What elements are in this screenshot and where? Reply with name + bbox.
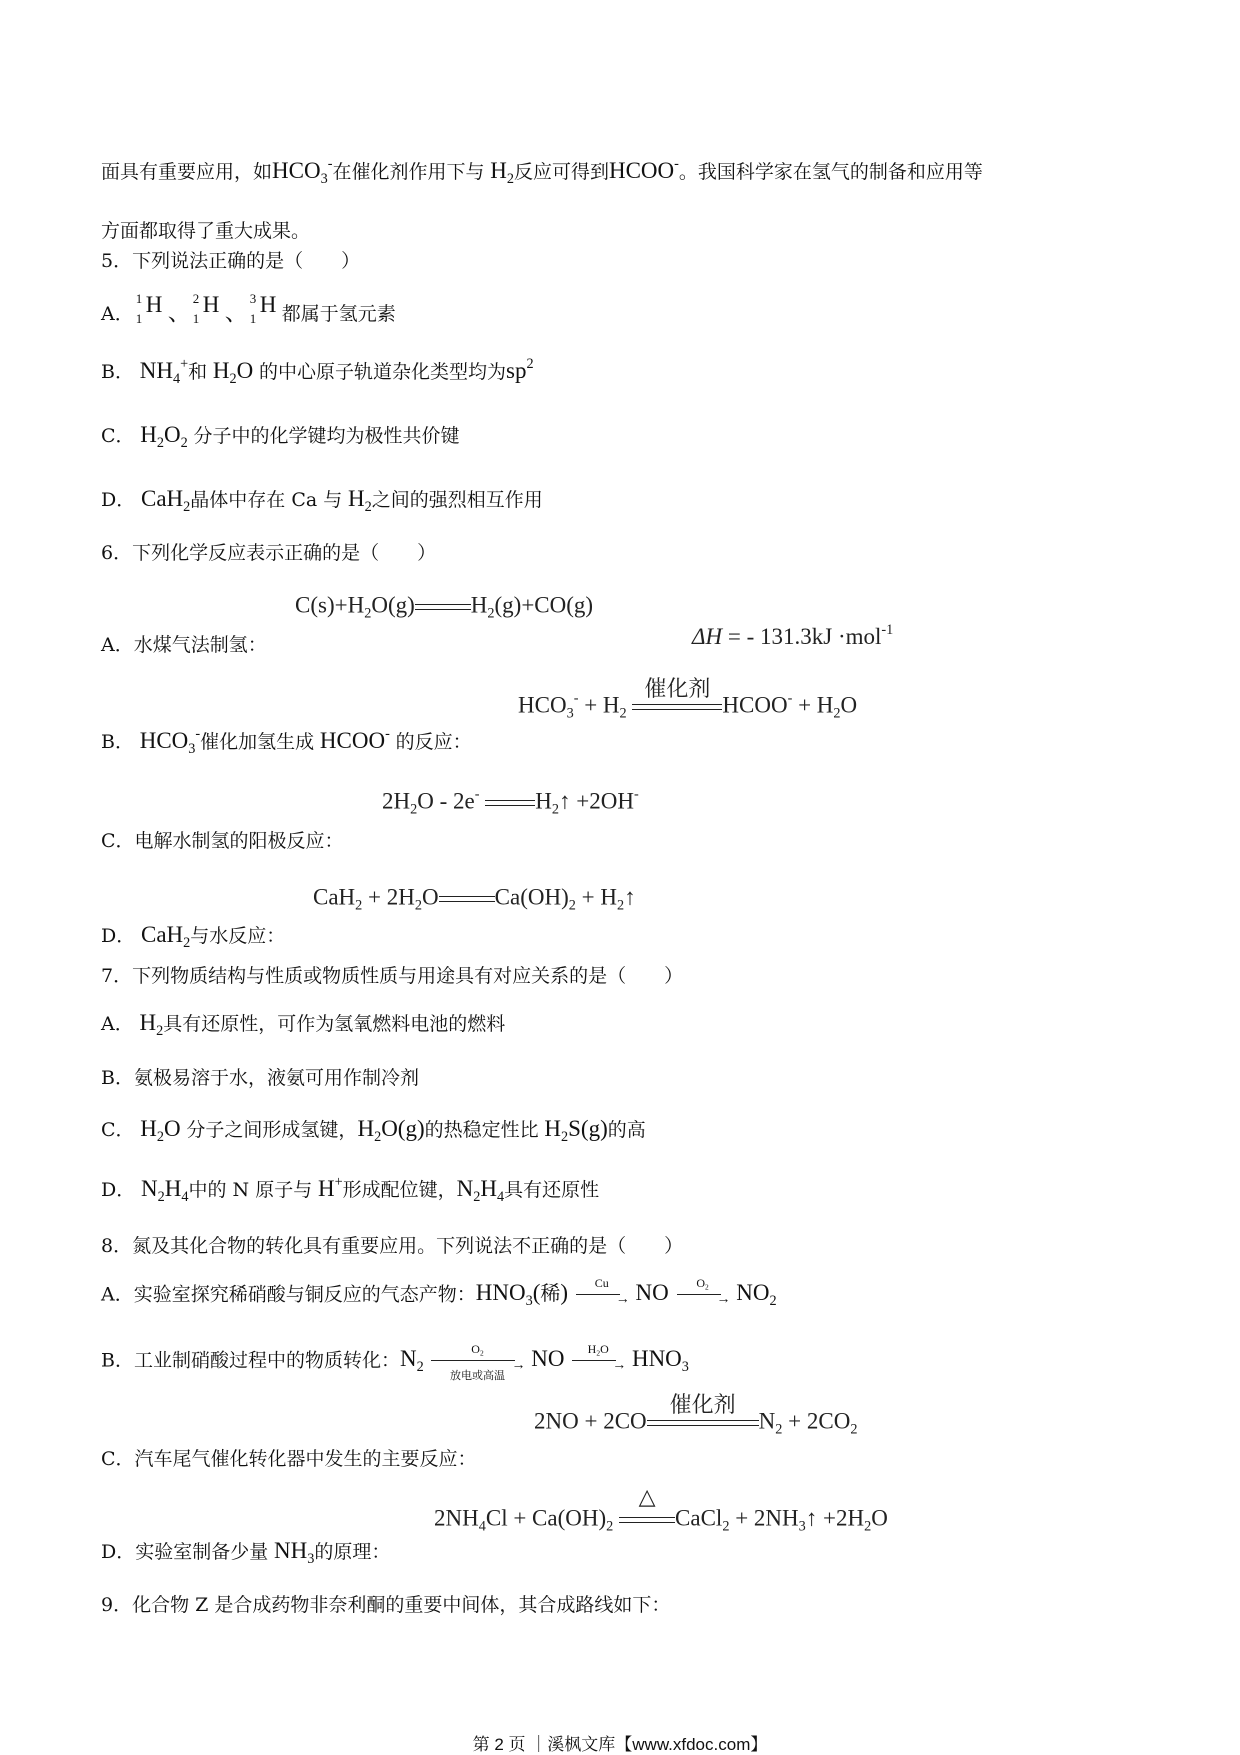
formula-h2o2: $H_2O_2$ (134, 422, 188, 451)
q6-option-c: C．电解水制氢的阳极反应： (101, 830, 344, 852)
formula-h-plus: H+ (312, 1174, 343, 1201)
q8-equation-d: $2NH_4Cl + Ca(OH)_2$ △ CaCl$_2$ + $2NH_3↑ +2H_2O$ (434, 1485, 888, 1535)
q8-equation-c: 2NO + 2CO 催化剂 $N_2 + 2CO_2$ (534, 1393, 858, 1438)
q8-option-c: C．汽车尾气催化转化器中发生的主要反应： (101, 1448, 477, 1470)
q5-option-d: D． CaH$_2$晶体中存在 Ca 与 $H_2$之间的强烈相互作用 (101, 486, 543, 515)
formula-hcoo: HCOO- (608, 156, 679, 183)
formula-h2: $H_2$ (133, 1010, 164, 1039)
q7-option-b: B．氨极易溶于水，液氨可用作制冷剂 (101, 1067, 419, 1089)
q8-stem: 8．氮及其化合物的转化具有重要应用。下列说法不正确的是（ ） (101, 1235, 684, 1257)
q6-equation-b: $HCO_3^- + H_2$ 催化剂 HCOO- + $H_2O$ (518, 677, 858, 722)
formula-hco3: $HCO_3^-$ (272, 156, 333, 187)
formula-chain-b: $N_2$ $O_2$ → 放电或高温 NO $H_2O$ → $HNO_3$ (399, 1342, 689, 1382)
formula-n2h4: $N_2H_4$ (135, 1176, 189, 1205)
formula-isotopes: 1 1 H 、 2 1 H 、 3 1 H (135, 291, 277, 326)
formula-hcoo: HCOO- (314, 726, 390, 753)
q5-option-a: A． 1 1 H 、 2 1 H 、 3 1 H 都属于氢元素 (101, 291, 396, 326)
formula-nh4: $NH_4^+$ (133, 356, 189, 387)
q9-stem: 9．化合物 Z 是合成药物非奈利酮的重要中间体，其合成路线如下： (101, 1594, 671, 1616)
formula-h2o-g: $H_2O(g)$ (357, 1116, 425, 1145)
q6-stem: 6．下列化学反应表示正确的是（ ） (101, 542, 437, 564)
formula-h2o: $H_2O$ (134, 1116, 187, 1145)
q5-option-b: B． $NH_4^+$和 $H_2O$ 的中心原子轨道杂化类型均为$sp^2$ (101, 356, 534, 387)
q6-enthalpy: ΔH = - 131.3kJ ·mol$^{-1}$ (692, 622, 894, 649)
q6-equation-d: $CaH_2 + 2H_2O$ $Ca(OH)_2$ + $H_2↑$ (313, 884, 636, 914)
q7-option-a: A． $H_2$具有还原性，可作为氢氧燃料电池的燃料 (101, 1010, 506, 1039)
formula-sp2: $sp^2$ (506, 356, 534, 383)
q6-equation-a: $C(s)+H_2O(g)$ $H_2(g)+CO(g)$ (295, 592, 594, 622)
formula-nh3: $NH_3$ (268, 1538, 315, 1567)
intro-line-1: 面具有重要应用，如$HCO_3^-$在催化剂作用下与 $H_2$反应可得到HCOO-。我国科学家在氢气的制备和应用等 (101, 156, 983, 187)
q8-option-a: A．实验室探究稀硝酸与铜反应的气态产物：$HNO_3$(稀) Cu → NO $O_2$ → $NO_2$ (101, 1276, 777, 1310)
page-footer: 第 2 页 ｜溪枫文库【www.xfdoc.com】 (472, 1735, 768, 1754)
q6-option-d: D． CaH$_2$与水反应： (101, 922, 286, 951)
intro-line-2: 方面都取得了重大成果。 (101, 220, 311, 242)
q5-option-c: C． $H_2O_2$ 分子中的化学键均为极性共价键 (101, 422, 460, 451)
formula-h2o: $H_2O$ (207, 358, 260, 387)
formula-cah2: CaH$_2$ (135, 486, 191, 515)
q8-option-b: B．工业制硝酸过程中的物质转化：$N_2$ $O_2$ → 放电或高温 NO $H_2O$ → $HNO_3$ (101, 1342, 689, 1382)
formula-chain-a: $HNO_3$(稀) Cu → NO $O_2$ → $NO_2$ (475, 1276, 777, 1310)
q6-equation-c: $2H_2O - 2e^-$ $H_2↑ +2OH^-$ (382, 786, 639, 818)
q8-option-d: D．实验室制备少量 $NH_3$的原理： (101, 1538, 391, 1567)
formula-cah2: CaH$_2$ (135, 922, 191, 951)
q5-stem: 5．下列说法正确的是（ ） (101, 250, 361, 272)
formula-n2h4: $N_2H_4$ (456, 1176, 505, 1205)
q7-stem: 7．下列物质结构与性质或物质性质与用途具有对应关系的是（ ） (101, 965, 684, 987)
formula-hco3: $HCO_3^-$ (133, 726, 201, 757)
formula-h2: $H_2$ (484, 158, 514, 187)
q7-option-d: D． $N_2H_4$中的 N 原子与 H+形成配位键，$N_2H_4$具有还原性 (101, 1174, 600, 1205)
formula-h2: $H_2$ (342, 486, 372, 515)
formula-h2s-g: $H_2S(g)$ (538, 1116, 608, 1145)
q7-option-c: C． $H_2O$ 分子之间形成氢键，$H_2O(g)$的热稳定性比 $H_2S(g)$的高 (101, 1116, 646, 1145)
q6-option-a: A．水煤气法制氢： (101, 634, 267, 656)
q6-option-b: B． $HCO_3^-$催化加氢生成 HCOO- 的反应： (101, 726, 472, 757)
